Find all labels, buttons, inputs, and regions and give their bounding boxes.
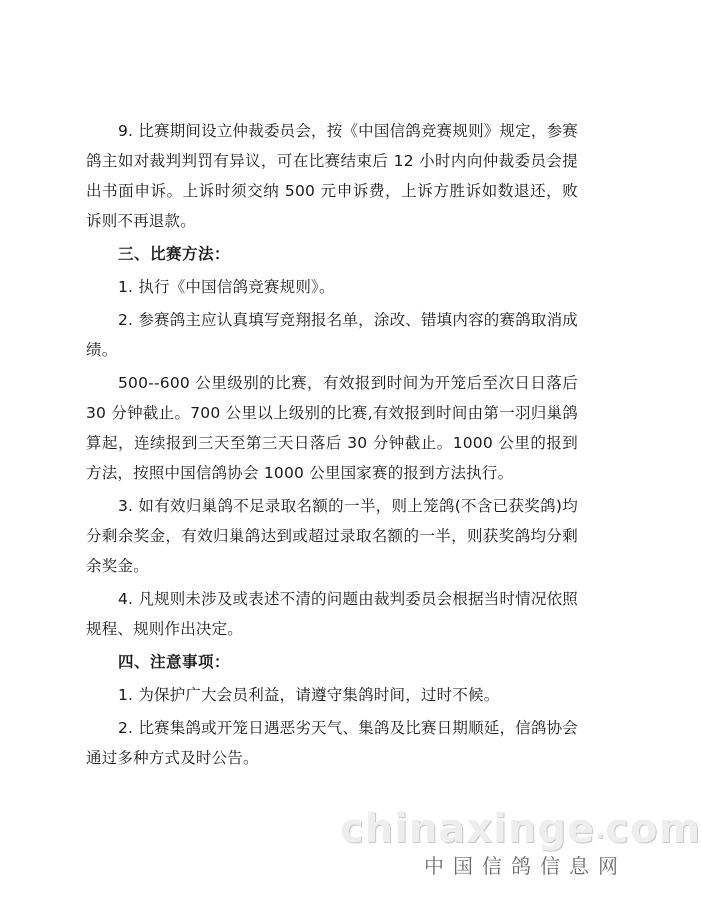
document-body: [86, 116, 578, 773]
watermark-latin: [340, 806, 701, 852]
paragraph-rule-3: 3. 如有效归巢鸽不足录取名额的一半，则上笼鸽(不含已获奖鸽)均分剩余奖金，有效归巢鸽达到或超过录取名额的一半，则获奖鸽均分剩余奖金。: [86, 497, 578, 575]
paragraph-arbitration: 9. 比赛期间设立仲裁委员会，按《中国信鸽竞赛规则》规定，参赛鸽主如对裁判判罚有异议，可在比赛结束后 12 小时内向仲裁委员会提出书面申诉。上诉时须交纳 500 元申诉费，上诉方胜诉如数退还，败诉则不再退款。: [86, 122, 578, 230]
watermark-latin-suffix: com: [605, 806, 701, 852]
paragraph-rule-1: 1. 执行《中国信鸽竞赛规则》。: [118, 278, 335, 296]
section-heading-race-method: 三、比赛方法：: [118, 245, 231, 263]
watermark-latin-name: chinaxinge: [340, 806, 596, 852]
paragraph-note-1: 1. 为保护广大会员利益，请遵守集鸽时间，过时不候。: [118, 686, 500, 704]
watermark-dot: .: [595, 816, 606, 844]
paragraph-arrival-time: 500--600 公里级别的比赛，有效报到时间为开笼后至次日日落后 30 分钟截止。700 公里以上级别的比赛,有效报到时间由第一羽归巢鸽算起，连续报到三天至第三天日落后 30 分钟截止。1000 公里的报到方法，按照中国信鸽协会 1000 公里国家赛的报到方法执行。: [86, 374, 578, 482]
site-watermark: [0, 800, 701, 900]
paragraph-rule-4: 4. 凡规则未涉及或表述不清的问题由裁判委员会根据当时情况依照规程、规则作出决定。: [86, 590, 578, 638]
section-heading-notes: 四、注意事项：: [118, 653, 231, 671]
paragraph-note-2: 2. 比赛集鸽或开笼日遇恶劣天气、集鸽及比赛日期顺延，信鸽协会通过多种方式及时公告。: [86, 719, 578, 767]
watermark-chinese-name: 中国信鸽信息网: [424, 854, 627, 878]
paragraph-rule-2: 2. 参赛鸽主应认真填写竞翔报名单，涂改、错填内容的赛鸽取消成绩。: [86, 311, 578, 359]
